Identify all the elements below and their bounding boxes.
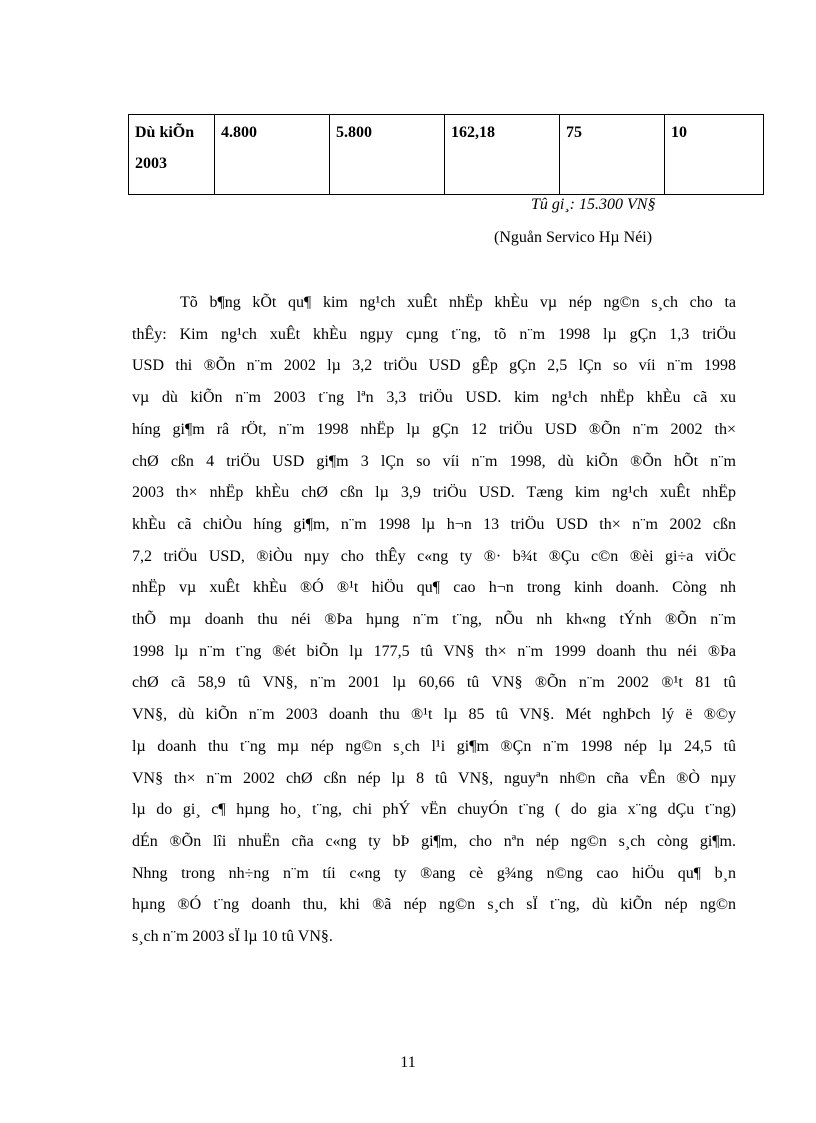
paragraph-line: vµ dù kiÕn n¨m 2003 t¨ng lªn 3,3 triÖu USD. kim ng¹ch nhËp khÈu cã xu [132, 389, 736, 407]
paragraph-line: s¸ch n¨m 2003 sÏ lµ 10 tû VN§. [132, 928, 333, 946]
paragraph-line: VN§ th× n¨m 2002 chØ cßn nép lµ 8 tû VN§, nguyªn nh©n cña vÊn ®Ò nµy [132, 769, 736, 787]
paragraph-line: 2003 th× nhËp khÈu chØ cßn lµ 3,9 triÖu USD. Tæng kim ng¹ch xuÊt nhËp [132, 484, 736, 502]
table-cell: 5.800 [330, 115, 445, 195]
paragraph-line: lµ doanh thu t¨ng mµ nép ng©n s¸ch l¹i gi¶m ®Çn n¨m 1998 nép lµ 24,5 tû [132, 737, 736, 755]
paragraph-line: nhËp vµ xuÊt khÈu ®Ó ®¹t hiÖu qu¶ cao h¬n trong kinh doanh. Còng nh [132, 579, 736, 597]
table-cell: 162,18 [445, 115, 560, 195]
paragraph-line: 7,2 triÖu USD, ®iÒu nµy cho thÊy c«ng ty ®· b¾t ®Çu c©n ®èi gi÷a viÖc [132, 547, 736, 565]
paragraph-line: khÈu cã chiÒu híng gi¶m, n¨m 1998 lµ h¬n 13 triÖu USD th× n¨m 2002 cßn [132, 515, 736, 533]
paragraph-line: hµng ®Ó t¨ng doanh thu, khi ®ã nép ng©n s¸ch sÏ t¨ng, dù kiÕn nép ng©n [132, 896, 736, 914]
paragraph-line: chØ cã 58,9 tû VN§, n¨m 2001 lµ 60,66 tû VN§ ®Õn n¨m 2002 ®¹t 81 tû [132, 674, 736, 692]
source-note: (Nguån Servico Hµ Néi) [494, 229, 653, 246]
paragraph-line: thÊy: Kim ng¹ch xuÊt khÈu ngµy cµng t¨ng, tõ n¨m 1998 lµ gÇn 1,3 triÖu [132, 325, 736, 343]
table-row [129, 115, 764, 195]
body-paragraph [132, 287, 736, 953]
paragraph-line: lµ do gi¸ c¶ hµng ho¸ t¨ng, chi phÝ vËn chuyÓn t¨ng ( do gia x¨ng dÇu t¨ng) [132, 801, 736, 819]
table-cell: 4.800 [215, 115, 330, 195]
table-cell: 10 [665, 115, 764, 195]
paragraph-line: 1998 lµ n¨m t¨ng ®ét biÕn lµ 177,5 tû VN§ th× n¨m 1999 doanh thu néi ®Þa [132, 642, 736, 660]
paragraph-line: Nhng trong nh÷ng n¨m tíi c«ng ty ®ang cè g¾ng n©ng cao hiÖu qu¶ b¸n [132, 864, 736, 882]
paragraph-line: USD thi ®Õn n¨m 2002 lµ 3,2 triÖu USD gÊp gÇn 2,5 lÇn so víi n¨m 1998 [132, 357, 736, 375]
paragraph-line: dÉn ®Õn lîi nhuËn cña c«ng ty bÞ gi¶m, cho nªn nép ng©n s¸ch còng gi¶m. [132, 832, 736, 850]
exchange-rate-note: Tû gi¸: 15.300 VN§ [531, 196, 656, 213]
paragraph-line: VN§, dù kiÕn n¨m 2003 doanh thu ®¹t lµ 85 tû VN§. Mét nghÞch lý ë ®©y [132, 706, 736, 724]
paragraph-line: thÕ mµ doanh thu néi ®Þa hµng n¨m t¨ng, nÕu nh kh«ng tÝnh ®Õn n¨m [132, 611, 736, 629]
page-number: 11 [400, 1054, 416, 1071]
table-row-label: Dù kiÕn 2003 [129, 115, 215, 195]
paragraph-line: híng gi¶m râ rÖt, n¨m 1998 nhËp lµ gÇn 12 triÖu USD ®Õn n¨m 2002 th× [132, 420, 736, 438]
paragraph-line: Tõ b¶ng kÕt qu¶ kim ng¹ch xuÊt nhËp khÈu vµ nép ng©n s¸ch cho ta [180, 294, 736, 311]
paragraph-line: chØ cßn 4 triÖu USD gi¶m 3 lÇn so víi n¨m 1998, dù kiÕn ®Õn hÕt n¨m [132, 452, 736, 470]
table-cell: 75 [560, 115, 665, 195]
data-table [128, 114, 764, 195]
